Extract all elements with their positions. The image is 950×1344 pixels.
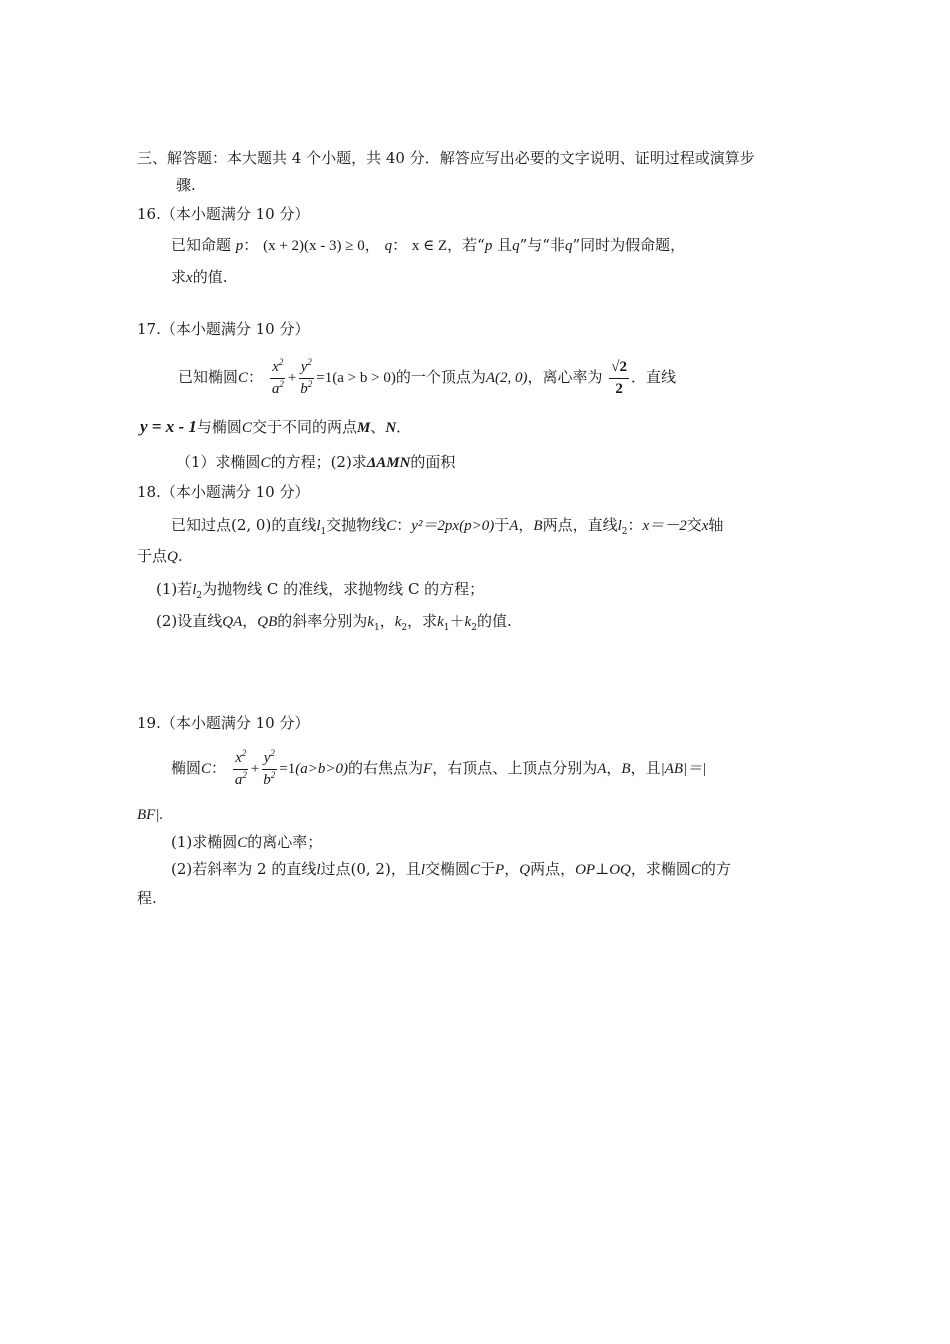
ellipse-frac-y: $\frac{y^2}{b^2}$ — [263, 747, 276, 788]
q18-part1: (1)若$l_2$为抛物线 C 的准线，求抛物线 C 的方程； — [156, 580, 485, 601]
q17-line1: 已知椭圆C： $\frac{x^2}{a^2}$ + $\frac{y^2}{b^2}$ =1(a > b > 0)的一个顶点为A(2, 0)，离心率为 $\frac{√2}{2}$ ．直线 — [178, 356, 677, 397]
q19-line2: BF|. — [137, 807, 164, 823]
q19-line1: 椭圆C： $\frac{x^2}{a^2}$ + $\frac{y^2}{b^2}$ =1(a>b>0)的右焦点为F，右顶点、上顶点分别为A，B，且|AB|＝| — [171, 747, 707, 788]
eccentricity-frac: $\frac{√2}{2}$ — [611, 358, 628, 397]
q18-part2: (2)设直线QA，QB的斜率分别为$k_1$，$k_2$，求$k_1+k_2$的值. — [156, 612, 512, 633]
ellipse-frac-x: $\frac{x^2}{a^2}$ — [234, 747, 247, 788]
q17-line2: y = x - 1与椭圆C交于不同的两点M、N． — [140, 417, 412, 436]
ellipse-frac-x: $\frac{x^2}{a^2}$ — [271, 356, 284, 397]
section-title-cont: 骤. — [176, 176, 196, 194]
q18-line1: 已知过点(2, 0)的直线$l_1$交抛物线C：y²＝2px(p>0)于A，B两点，直线$l_2$：x＝－2交x轴 — [171, 516, 724, 537]
q19-part1: (1)求椭圆C的离心率； — [171, 833, 323, 851]
q16-header: 16.（本小题满分 10 分） — [137, 205, 310, 223]
q19-header: 19.（本小题满分 10 分） — [137, 714, 310, 732]
q16-line1: 已知命题 p： (x + 2)(x - 3) ≥ 0， q： x ∈ Z，若“p 且q”与“非q”同时为假命题， — [171, 236, 686, 254]
ellipse-frac-y: $\frac{y^2}{b^2}$ — [300, 356, 313, 397]
q16-line2: 求x的值. — [171, 268, 228, 286]
q18-header: 18.（本小题满分 10 分） — [137, 483, 310, 501]
q19-line3: 程. — [137, 889, 157, 907]
q17-subquestions: （1）求椭圆C的方程；(2)求ΔAMN的面积 — [176, 453, 456, 471]
section-title: 三、解答题：本大题共 4 个小题，共 40 分．解答应写出必要的文字说明、证明过程或演算步 — [137, 149, 755, 167]
q18-line2: 于点Q. — [137, 547, 183, 565]
q17-header: 17.（本小题满分 10 分） — [137, 320, 310, 338]
q19-part2: (2)若斜率为 2 的直线l过点(0, 2)，且l交椭圆C于P，Q两点，OP⊥OQ，求椭圆C的方 — [171, 860, 731, 878]
